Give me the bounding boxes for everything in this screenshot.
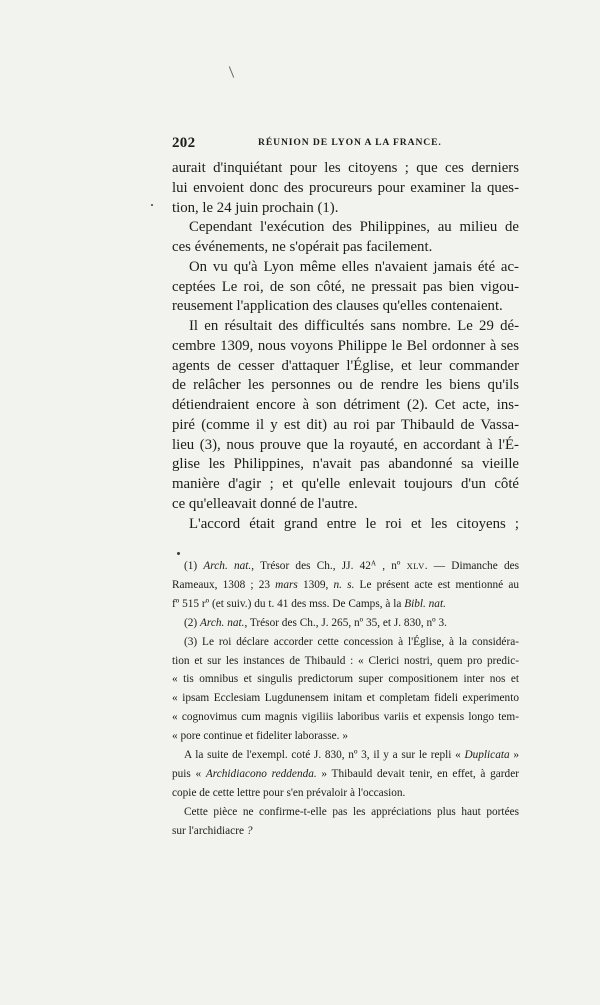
footnote-text: Cette pièce ne confirme-t-elle pas les appréciations plus haut portées [184, 805, 519, 818]
footnote-text: (3) Le roi déclare accorder cette concession à l'Église, à la considéra- [184, 635, 519, 648]
footnote-text: « pore continue et fideliter laborasse. » [172, 730, 348, 743]
footnote-text: tion et sur les instances de Thibauld : « Clerici nostri, quem pro predic- [172, 654, 519, 667]
footnote-text: Rameaux, 1308 ; 23 [172, 578, 276, 591]
footnote-text: A la suite de l'exempl. coté J. 830, nº 3, il y a sur le repli « [184, 749, 465, 761]
footnote-text: 1309, [297, 578, 334, 591]
footnote-text: XLV [406, 561, 425, 571]
body-text-line: de relâcher les personnes ou de rendre les biens qu'ils [172, 377, 519, 394]
footnote-line [172, 557, 519, 575]
footnote-text: ? [246, 824, 253, 837]
footnote-text: Le présent acte est mentionné au [354, 578, 519, 591]
body-text-line: ces événements, ne s'opérait pas facilement. [172, 239, 433, 255]
footnote-text: Arch. nat. [203, 560, 252, 572]
footnote-line [172, 784, 519, 802]
footnote-line [172, 652, 519, 670]
footnote-text: n. s. [333, 578, 355, 591]
footnote-text: puis « [172, 767, 206, 780]
footnote-text: copie de cette lettre pour s'en prévaloir à l'occasion. [172, 786, 406, 799]
body-text-line: manière d'agir ; et qu'elle enlevait toujours d'un côté [172, 476, 519, 492]
footnote-text: Bibl. nat. [404, 597, 446, 610]
footnote-text: Duplicata [464, 749, 510, 761]
footnote-text: sur l'archidiacre [172, 824, 247, 837]
footnote-text: « tis omnibus et singulis predictorum super compositionem inter nos et [172, 673, 519, 686]
footnote-text: A [370, 559, 376, 568]
footnote-line [172, 689, 519, 707]
footnote-text: . — Dimanche des [424, 560, 520, 572]
running-title: RÉUNION DE LYON A LA FRANCE. [258, 137, 442, 148]
body-text-line: ce qu'elleavait donné de l'autre. [172, 495, 358, 512]
body-text-line: lui envoient donc des procureurs pour examiner la ques- [172, 179, 519, 196]
body-text-line: Il en résultait des difficultés sans nombre. Le 29 dé- [189, 318, 519, 334]
footnote-text: « ipsam Ecclesiam Lugdunensem initam et completam fideli experimento [172, 692, 519, 705]
page-number: 202 [172, 135, 196, 151]
footnote-text: Archidiacono reddenda. [205, 767, 317, 780]
footnote-line [172, 822, 519, 840]
footnote-line [172, 670, 519, 688]
body-text-line: glise les Philippines, n'avait pas abandonné sa vieille [172, 456, 519, 473]
footnote-line [172, 576, 519, 594]
footnote-text: (2) [184, 616, 200, 629]
scan-mark [151, 204, 153, 206]
body-text-line: reusement l'application des clauses qu'elles contenaient. [172, 298, 503, 315]
footnote-text: , Trésor des Ch., JJ. 42 [251, 560, 371, 572]
footnote-line [172, 746, 519, 764]
body-text-line: ceptées Le roi, de son côté, ne pressait pas bien vigou- [172, 278, 519, 295]
body-text-line: cembre 1309, nous voyons Philippe le Bel ordonner à ses [172, 337, 519, 354]
footnote-line [172, 765, 519, 783]
footnote-text: (1) [184, 560, 204, 572]
body-text-line: tion, le 24 juin prochain (1). [172, 199, 339, 216]
footnote-text: » [509, 749, 519, 761]
footnote-line [172, 614, 519, 632]
footnote-line [172, 727, 519, 745]
footnote-text: « cognovimus cum magnis vigiliis laboribus variis et expensis longo tem- [172, 711, 519, 724]
body-text-line: aurait d'inquiétant pour les citoyens ; que ces derniers [172, 160, 519, 176]
footnote-text: fº 515 rº (et suiv.) du t. 41 des mss. De Camps, à la [172, 597, 405, 610]
footnote-line [172, 633, 519, 651]
footnote-line [172, 595, 519, 613]
body-text-line: détiendraient encore à son détriment (2). Cet acte, ins- [172, 397, 519, 413]
body-text-line: agents de cesser d'attaquer l'Église, et leur commander [172, 357, 519, 374]
footnote-mark-dot [177, 552, 180, 555]
body-text-line: piré (comme il y est dit) au roi par Thibauld de Vassa- [172, 416, 519, 433]
body-text-line: L'accord était grand entre le roi et les citoyens ; [189, 515, 519, 532]
footnote-text: , nº [376, 560, 407, 572]
footnote-line [172, 803, 519, 821]
footnote-line [172, 708, 519, 726]
scan-mark [229, 66, 234, 78]
body-text-line: On vu qu'à Lyon même elles n'avaient jamais été ac- [189, 258, 519, 275]
footnote-text: » Thibauld devait tenir, en effet, à garder [316, 767, 519, 780]
body-text-line: Cependant l'exécution des Philippines, au milieu de [189, 219, 519, 236]
body-text-line: lieu (3), nous prouve que la royauté, en accordant à l'É- [172, 436, 519, 453]
footnote-text: , Trésor des Ch., J. 265, nº 35, et J. 830, nº 3. [244, 616, 447, 629]
footnote-text: mars [275, 578, 298, 591]
footnote-text: Arch. nat. [200, 616, 245, 629]
